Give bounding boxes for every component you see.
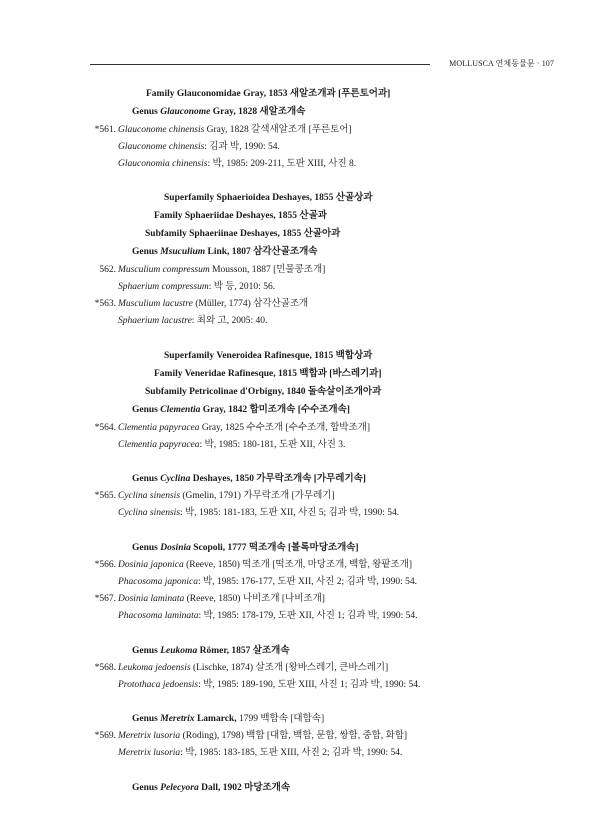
family-heading: Family Glauconomidae Gray, 1853 새알조개과 [푸른토어과] bbox=[146, 89, 391, 99]
superfamily-heading: Superfamily Sphaerioidea Deshayes, 1855 산골상과 bbox=[164, 193, 373, 203]
genus-heading: Genus Leukoma Römer, 1857 살조개속 bbox=[132, 646, 290, 656]
synonym-ref: Phacosoma laminata: 박, 1985: 178-179, 도판 XII, 사진 1; 김과 박, 1990: 54. bbox=[118, 611, 418, 621]
genus-heading: Genus Glauconome Gray, 1828 새알조개속 bbox=[132, 107, 306, 117]
header-rule bbox=[90, 64, 430, 65]
synonym-ref: Phacosoma japonica: 박, 1985: 176-177, 도판 XII, 사진 2; 김과 박, 1990: 54. bbox=[118, 577, 418, 587]
synonym-ref: Cyclina sinensis: 박, 1985: 181-183, 도판 XII, 사진 5; 김과 박, 1990: 54. bbox=[118, 508, 400, 518]
species-entry: *561. Glauconome chinensis Gray, 1828 갈색새알조개 [푸른토어] bbox=[94, 125, 352, 135]
subfamily-heading: Subfamily Petricolinae d'Orbigny, 1840 돌속살이조개아과 bbox=[145, 387, 382, 397]
species-entry: *568. Leukoma jedoensis (Lischke, 1874) 살조개 [왕바스레기, 큰바스레기] bbox=[94, 663, 389, 673]
superfamily-heading: Superfamily Veneroidea Rafinesque, 1815 백합상과 bbox=[164, 351, 373, 361]
species-entry: *565. Cyclina sinensis (Gmelin, 1791) 가무락조개 [가무레기] bbox=[94, 491, 335, 501]
genus-heading: Genus Meretrix Lamarck, 1799 백합속 [대합속] bbox=[132, 714, 325, 724]
genus-heading: Genus Dosinia Scopoli, 1777 떡조개속 [볼록마당조개속] bbox=[132, 543, 359, 553]
family-heading: Family Sphaeriidae Deshayes, 1855 산골과 bbox=[154, 211, 327, 221]
family-heading: Family Veneridae Rafinesque, 1815 백합과 [바스레기과] bbox=[154, 369, 382, 379]
genus-heading: Genus Cyclina Deshayes, 1850 가무락조개속 [가무레기속] bbox=[132, 474, 366, 484]
synonym-ref: Sphaerium compressum: 박 등, 2010: 56. bbox=[118, 282, 276, 292]
synonym-ref: Sphaerium lacustre: 최와 고, 2005: 40. bbox=[118, 316, 268, 326]
species-entry: *567. Dosinia laminata (Reeve, 1850) 나비조개 [나비조개] bbox=[94, 594, 325, 604]
synonym-ref: Glauconome chinensis: 김과 박, 1990: 54. bbox=[118, 142, 280, 152]
synonym-ref: Clementia papyracea: 박, 1985: 180-181, 도판 XII, 사진 3. bbox=[118, 440, 346, 450]
species-entry: 562. Musculium compressum Mousson, 1887 [민물콩조개] bbox=[99, 265, 326, 275]
species-entry: *569. Meretrix lusoria (Roding), 1798) 백합 [대합, 백합, 문합, 쌍합, 중합, 화합] bbox=[94, 731, 408, 741]
running-header: MOLLUSCA 연체동물문 · 107 bbox=[449, 59, 554, 68]
genus-heading: Genus Clementia Gray, 1842 합미조개속 [수수조개속] bbox=[132, 405, 350, 415]
genus-heading: Genus Pelecyora Dall, 1902 마당조개속 bbox=[132, 783, 291, 793]
genus-heading: Genus Msuculium Link, 1807 삼각산골조개속 bbox=[132, 247, 318, 257]
synonym-ref: Glauconomia chinensis: 박, 1985: 209-211, 도판 XIII, 사진 8. bbox=[118, 159, 357, 169]
species-entry: *563. Musculium lacustre (Müller, 1774) 삼각산골조개 bbox=[94, 299, 309, 309]
synonym-ref: Meretrix lusoria: 박, 1985: 183-185, 도판 XIII, 사진 2; 김과 박, 1990: 54. bbox=[118, 748, 403, 758]
subfamily-heading: Subfamily Sphaeriinae Deshayes, 1855 산골아과 bbox=[145, 229, 341, 239]
species-entry: *566. Dosinia japonica (Reeve, 1850) 떡조개 [떡조개, 마당조개, 백합, 왕팥조개] bbox=[94, 560, 413, 570]
synonym-ref: Protothaca jedoensis: 박, 1985: 189-190, 도판 XIII, 사진 1; 김과 박, 1990: 54. bbox=[118, 680, 421, 690]
species-entry: *564. Clementia papyracea Gray, 1825 수수조개 [수수조개, 합박조개] bbox=[94, 423, 370, 433]
